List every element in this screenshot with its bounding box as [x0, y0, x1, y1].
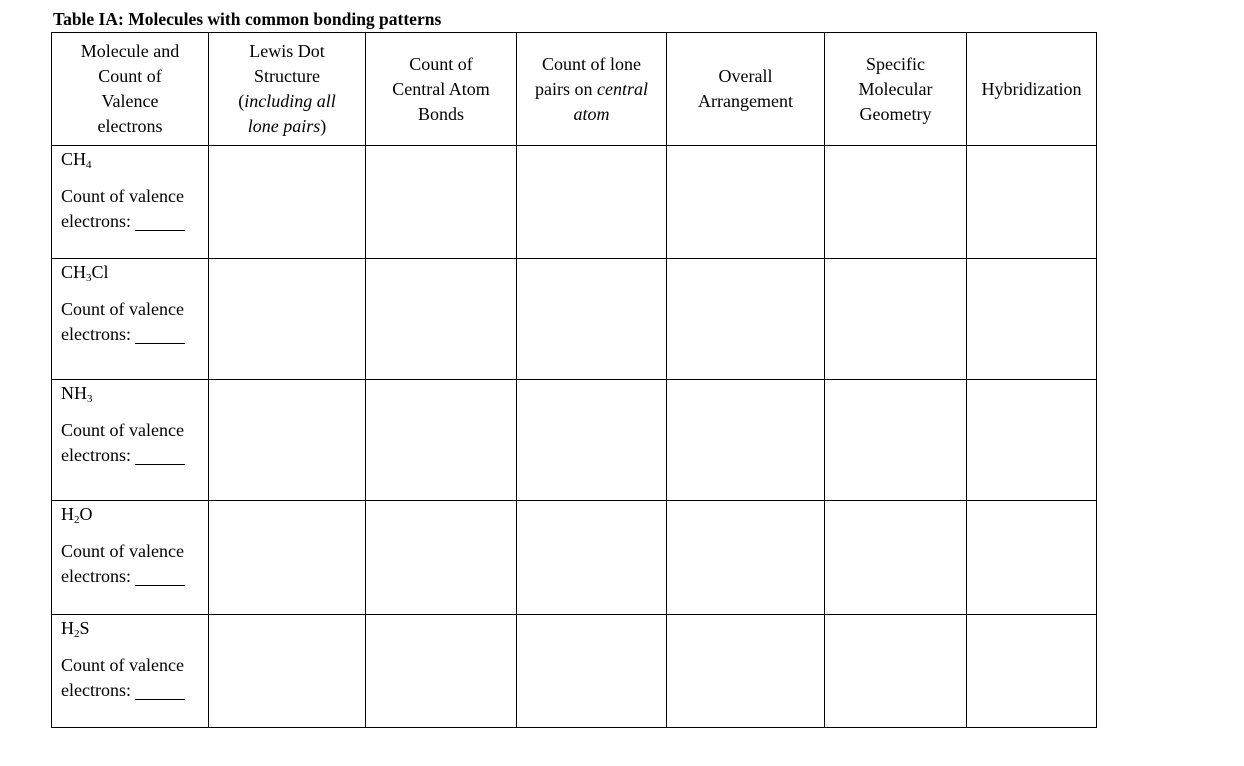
molecule-cell: $NH_3$ Count of valence electrons:: [52, 380, 209, 501]
central-bonds-cell[interactable]: [366, 146, 517, 259]
arrangement-cell[interactable]: [667, 259, 825, 380]
valence-blank[interactable]: [135, 446, 185, 465]
header-overall-arrangement: Overall Arrangement: [667, 33, 825, 146]
geometry-cell[interactable]: [825, 380, 967, 501]
table-row: [52, 146, 1097, 259]
table-row: [52, 380, 1097, 501]
hybridization-cell[interactable]: [967, 146, 1097, 259]
lone-pairs-cell[interactable]: [517, 259, 667, 380]
bonding-table: [51, 32, 1097, 728]
arrangement-cell[interactable]: [667, 146, 825, 259]
lone-pairs-cell[interactable]: [517, 501, 667, 615]
lewis-cell[interactable]: [209, 146, 366, 259]
header-molecular-geometry: Specific Molecular Geometry: [825, 33, 967, 146]
molecule-formula: $H_2O$: [61, 504, 93, 526]
central-bonds-cell[interactable]: [366, 615, 517, 728]
lone-pairs-cell[interactable]: [517, 615, 667, 728]
geometry-cell[interactable]: [825, 615, 967, 728]
molecule-cell: $H_2O$ Count of valence electrons:: [52, 501, 209, 615]
table-row: [52, 259, 1097, 380]
table-title: Table IA: Molecules with common bonding patterns: [53, 9, 442, 29]
molecule-formula: $NH_3$: [61, 383, 93, 405]
central-bonds-cell[interactable]: [366, 259, 517, 380]
central-bonds-cell[interactable]: [366, 501, 517, 615]
lone-pairs-cell[interactable]: [517, 380, 667, 501]
valence-blank[interactable]: [135, 567, 185, 586]
molecule-cell: $H_2S$ Count of valence electrons:: [52, 615, 209, 728]
lewis-cell[interactable]: [209, 259, 366, 380]
header-molecule: Molecule and Count of Valence electrons: [52, 33, 209, 146]
lewis-cell[interactable]: [209, 615, 366, 728]
geometry-cell[interactable]: [825, 501, 967, 615]
central-bonds-cell[interactable]: [366, 380, 517, 501]
header-central-atom-bonds: Count of Central Atom Bonds: [366, 33, 517, 146]
arrangement-cell[interactable]: [667, 501, 825, 615]
geometry-cell[interactable]: [825, 259, 967, 380]
valence-blank[interactable]: [135, 681, 185, 700]
arrangement-cell[interactable]: [667, 615, 825, 728]
molecule-cell: $CH_4$ Count of valence electrons:: [52, 146, 209, 259]
header-hybridization: Hybridization: [967, 33, 1097, 146]
molecule-formula: $CH_3Cl$: [61, 262, 109, 284]
hybridization-cell[interactable]: [967, 380, 1097, 501]
molecule-formula: $H_2S$: [61, 618, 90, 640]
arrangement-cell[interactable]: [667, 380, 825, 501]
header-lewis-structure: Lewis Dot Structure (including all lone pairs): [209, 33, 366, 146]
hybridization-cell[interactable]: [967, 259, 1097, 380]
valence-blank[interactable]: [135, 325, 185, 344]
lone-pairs-cell[interactable]: [517, 146, 667, 259]
lewis-cell[interactable]: [209, 501, 366, 615]
geometry-cell[interactable]: [825, 146, 967, 259]
hybridization-cell[interactable]: [967, 615, 1097, 728]
lewis-cell[interactable]: [209, 380, 366, 501]
table-row: [52, 615, 1097, 728]
header-row: [52, 33, 1097, 146]
table-row: [52, 501, 1097, 615]
molecule-cell: $CH_3Cl$ Count of valence electrons:: [52, 259, 209, 380]
valence-blank[interactable]: [135, 212, 185, 231]
header-lone-pairs: Count of lone pairs on central atom: [517, 33, 667, 146]
molecule-formula: $CH_4$: [61, 149, 92, 171]
hybridization-cell[interactable]: [967, 501, 1097, 615]
